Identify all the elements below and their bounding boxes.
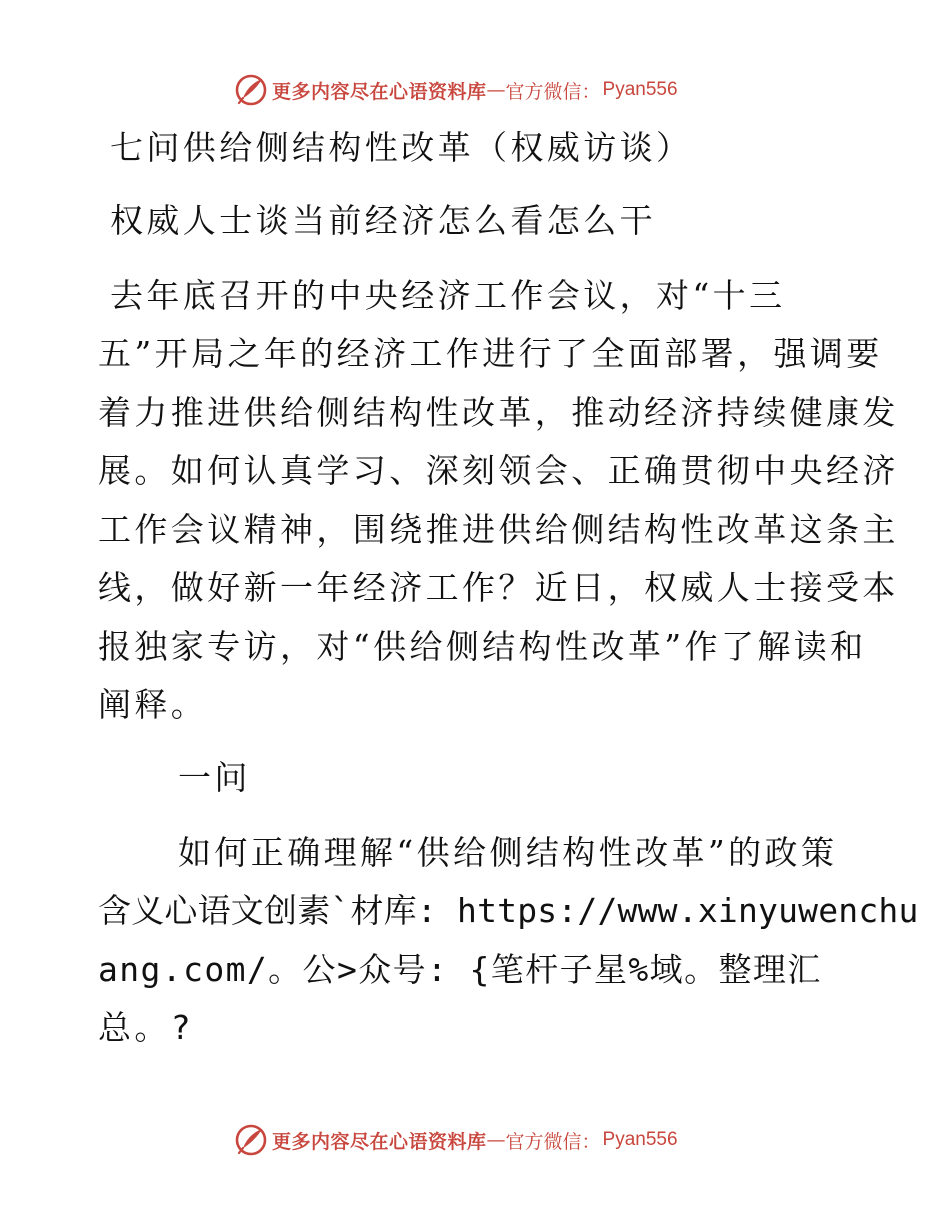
- watermark-brand: 更多内容尽在心语资料库: [272, 1130, 487, 1153]
- watermark-dash: —: [486, 1129, 506, 1151]
- question-line: 总。?: [98, 1008, 195, 1047]
- feather-pen-logo-icon: [234, 1123, 268, 1157]
- header-watermark: [234, 72, 678, 108]
- intro-line: 工作会议精神，围绕推进供给侧结构性改革这条主: [98, 510, 899, 549]
- watermark-brand: 更多内容尽在心语资料库: [272, 80, 487, 103]
- section-heading: 一问: [178, 758, 251, 797]
- watermark-wechat-id: Pyan556: [602, 79, 678, 100]
- footer-watermark: [234, 1122, 678, 1158]
- intro-line: 五”开局之年的经济工作进行了全面部署，强调要: [98, 334, 883, 373]
- question-line: 含义心语文创素`材库: https://www.xinyuwenchu: [98, 891, 919, 930]
- watermark-wechat-id: Pyan556: [602, 1129, 678, 1150]
- watermark-wechat-label: 官方微信：: [505, 1130, 601, 1153]
- intro-line: 去年底召开的中央经济工作会议，对“十三: [110, 276, 786, 315]
- intro-line: 展。如何认真学习、深刻领会、正确贯彻中央经济: [98, 451, 899, 490]
- intro-line: 线，做好新一年经济工作？近日，权威人士接受本: [98, 568, 899, 607]
- document-subtitle: 权威人士谈当前经济怎么看怎么干: [110, 201, 656, 240]
- intro-line: 着力推进供给侧结构性改革，推动经济持续健康发: [98, 393, 899, 432]
- intro-line: 阐释。: [98, 685, 208, 724]
- watermark-wechat-label: 官方微信：: [505, 80, 601, 103]
- intro-line: 报独家专访，对“供给侧结构性改革”作了解读和: [98, 627, 867, 666]
- question-line: 如何正确理解“供给侧结构性改革”的政策: [178, 833, 838, 872]
- question-line: ang.com/。公>众号: {笔杆子星%域。整理汇: [98, 950, 822, 989]
- feather-pen-logo-icon: [234, 73, 268, 107]
- document-title: 七问供给侧结构性改革（权威访谈）: [110, 128, 693, 167]
- watermark-dash: —: [486, 79, 506, 101]
